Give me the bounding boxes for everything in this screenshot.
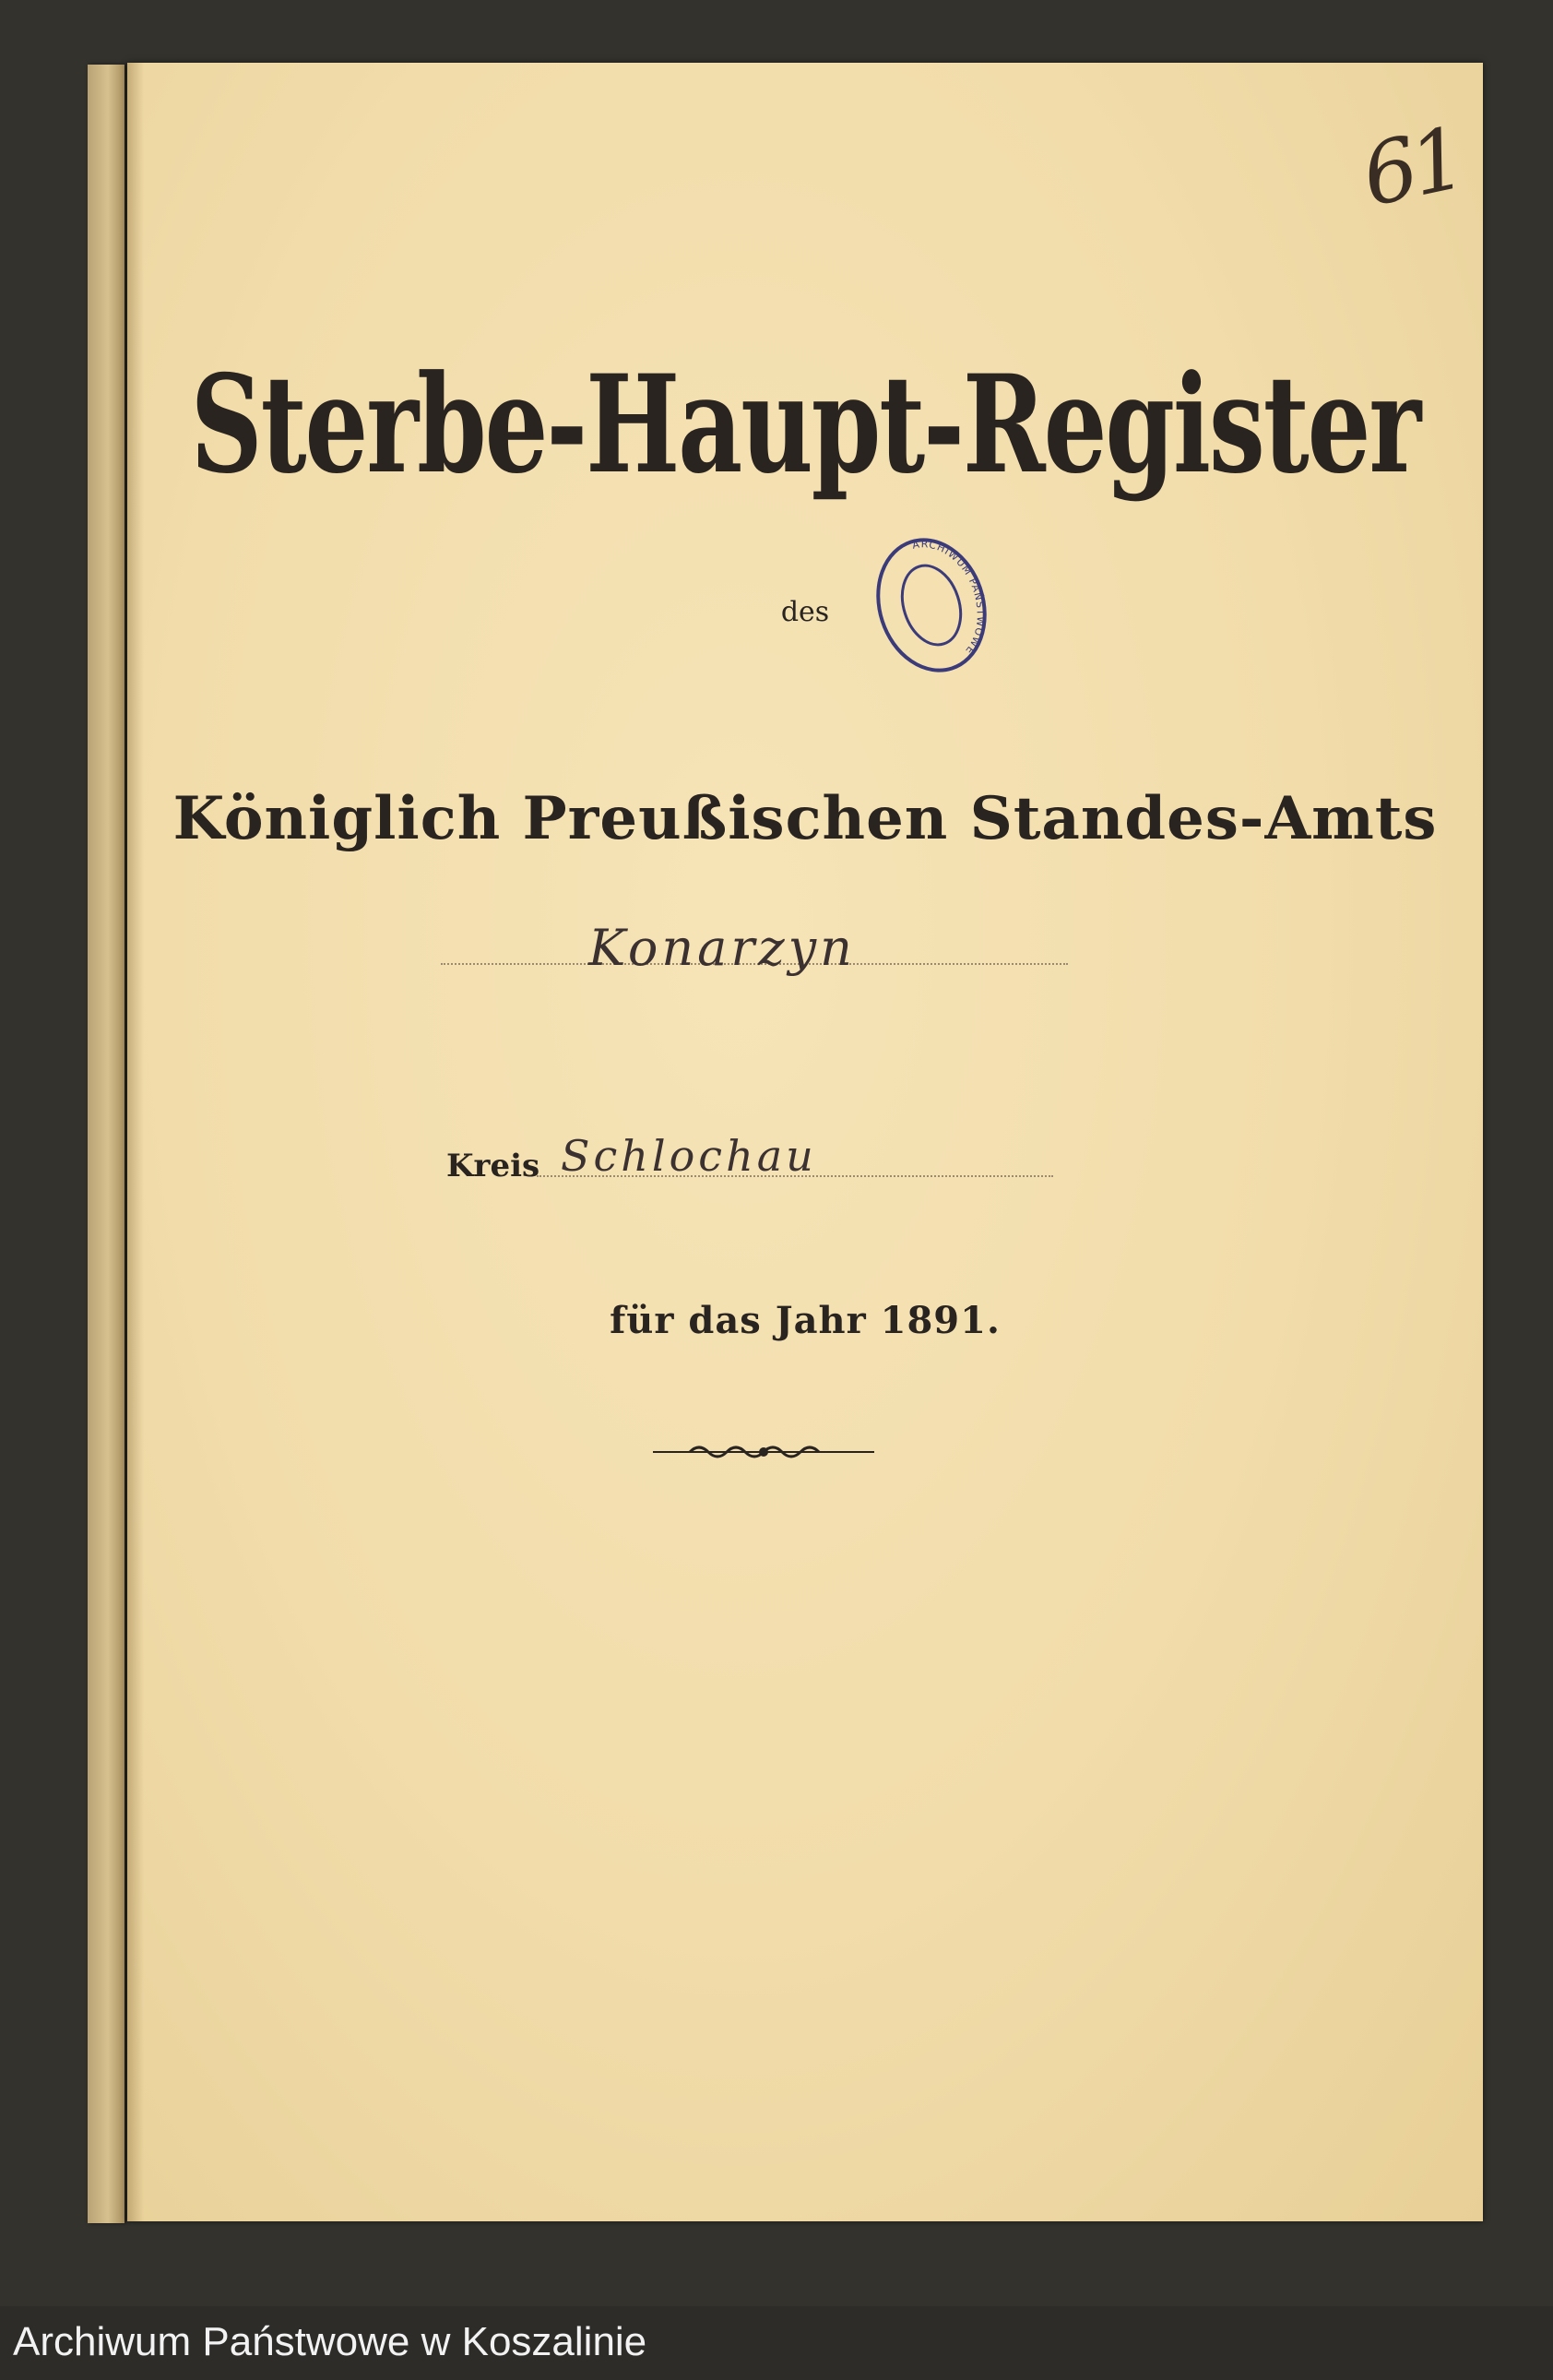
archive-stamp [855, 519, 1008, 692]
district-handwritten: Schlochau [561, 1131, 817, 1181]
register-title: Sterbe-Haupt-Register [190, 346, 1420, 505]
stamp-text: ARCHIWUM PAŃSTWOWE [911, 538, 987, 658]
document-page [127, 63, 1483, 2221]
archive-footer [0, 2306, 1553, 2380]
authority-name: Königlich Preußischen Standes-Amts [172, 784, 1438, 853]
preposition-text: des [780, 596, 830, 628]
district-label: Kreis [446, 1148, 540, 1184]
previous-page-edge [88, 65, 124, 2223]
archive-name: Archiwum Państwowe w Koszalinie [13, 2319, 647, 2364]
year-line: für das Jahr 1891. [610, 1299, 1001, 1342]
office-place-handwritten: Konarzyn [588, 919, 856, 977]
decorative-ornament [653, 1441, 874, 1463]
folio-number: 61 [1354, 109, 1470, 226]
